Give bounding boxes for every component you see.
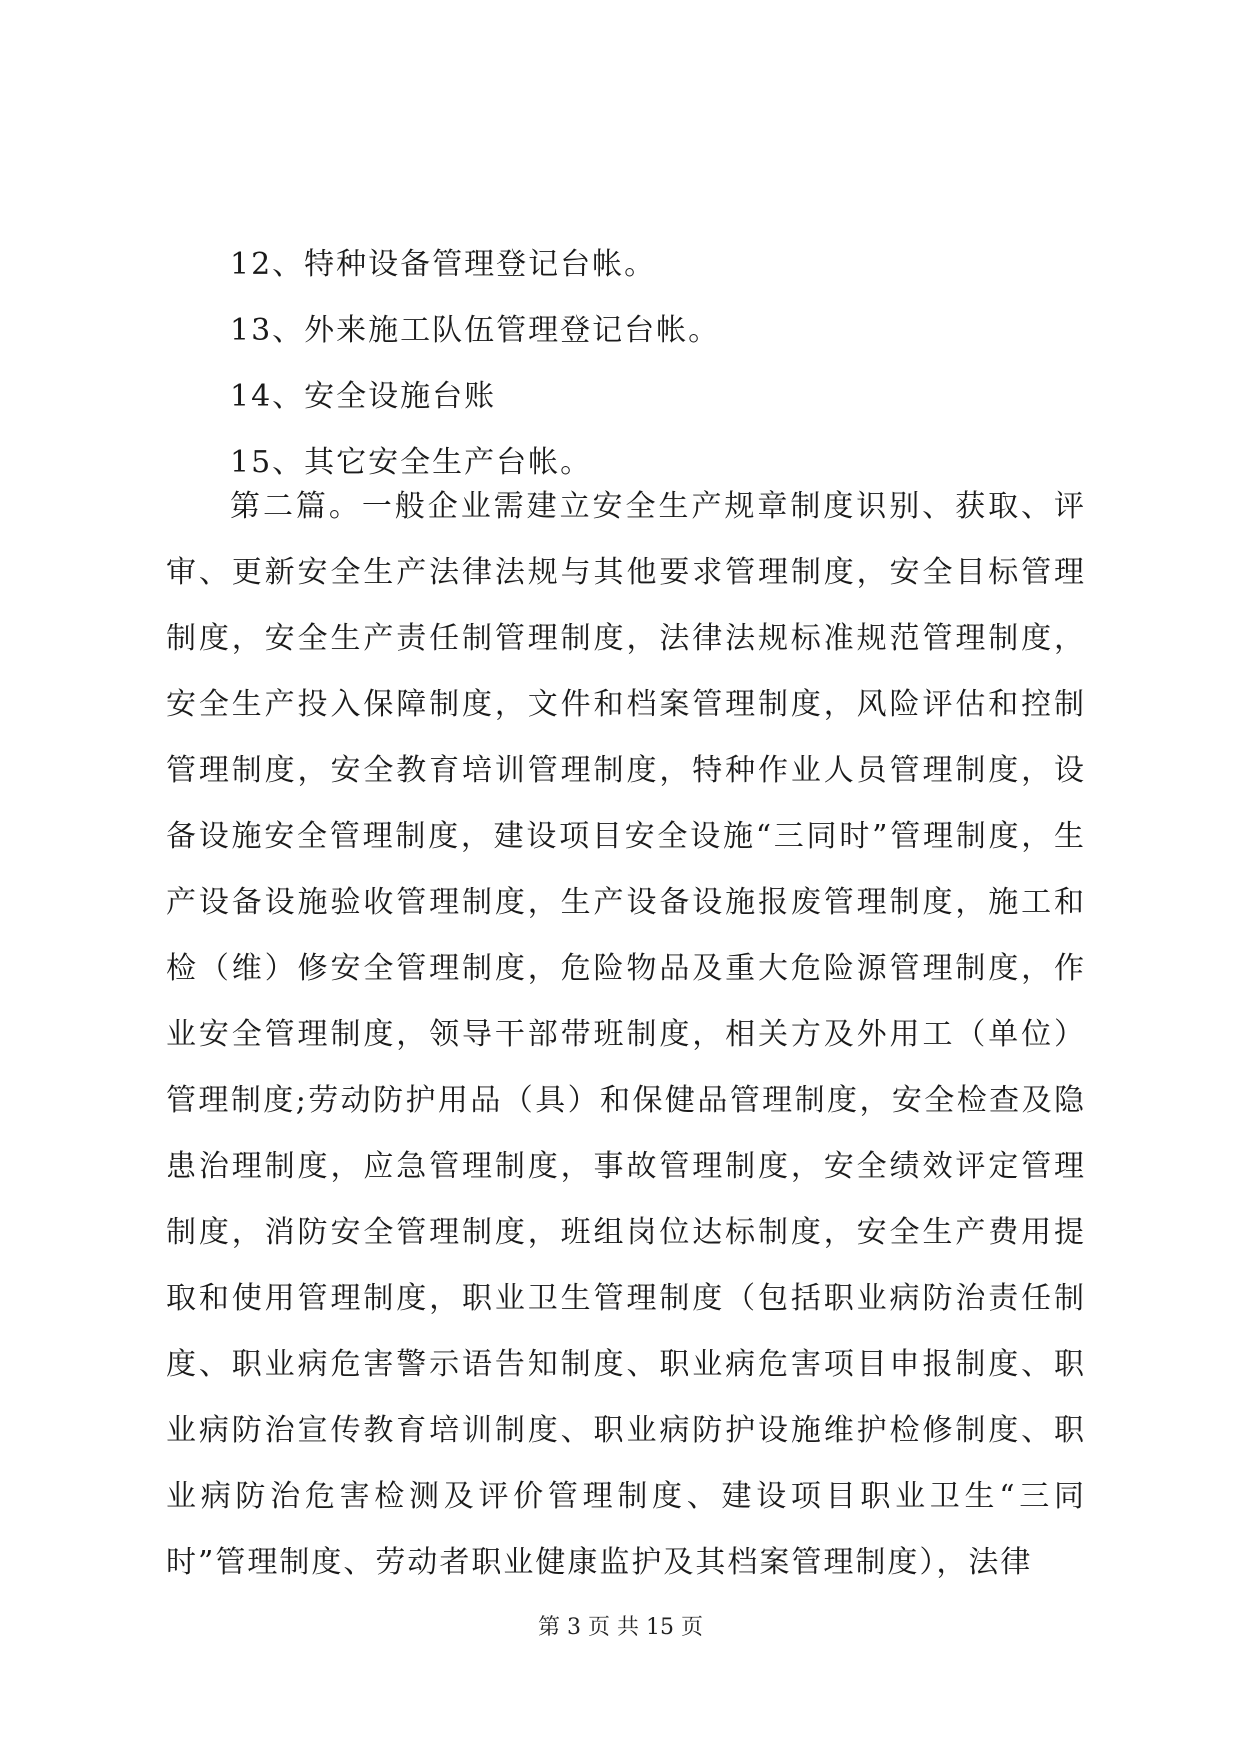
body-paragraph: 第二篇。一般企业需建立安全生产规章制度识别、获取、评审、更新安全生产法律法规与其他要求管理制度，安全目标管理制度，安全生产责任制管理制度，法律法规标准规范管理制度，安全生产投入保障制度，文件和档案管理制度，风险评估和控制管理制度，安全教育培训管理制度，特种作业人员管理制度，设备设施安全管理制度，建设项目安全设施“三同时”管理制度，生产设备设施验收管理制度，生产设备设施报废管理制度，施工和检（维）修安全管理制度，危险物品及重大危险源管理制度，作业安全管理制度，领导干部带班制度，相关方及外用工（单位）管理制度;劳动防护用品（具）和保健品管理制度，安全检查及隐患治理制度，应急管理制度，事故管理制度，安全绩效评定管理制度，消防安全管理制度，班组岗位达标制度，安全生产费用提取和使用管理制度，职业卫生管理制度（包括职业病防治责任制度、职业病危害警示语告知制度、职业病危害项目申报制度、职业病防治宣传教育培训制度、职业病防护设施维护检修制度、职业病防治危害检测及评价管理制度、建设项目职业卫生“三同时”管理制度、劳动者职业健康监护及其档案管理制度），法律 <box>166 489 1086 1580</box>
list-item: 12、特种设备管理登记台帐。 <box>230 247 657 282</box>
list-item: 14、安全设施台账 <box>230 379 497 414</box>
page-number-footer: 第 3 页 共 15 页 <box>538 1615 703 1640</box>
list-item: 15、其它安全生产台帐。 <box>230 445 593 480</box>
list-item: 13、外来施工队伍管理登记台帐。 <box>230 313 721 348</box>
ledger-list <box>230 232 1110 496</box>
